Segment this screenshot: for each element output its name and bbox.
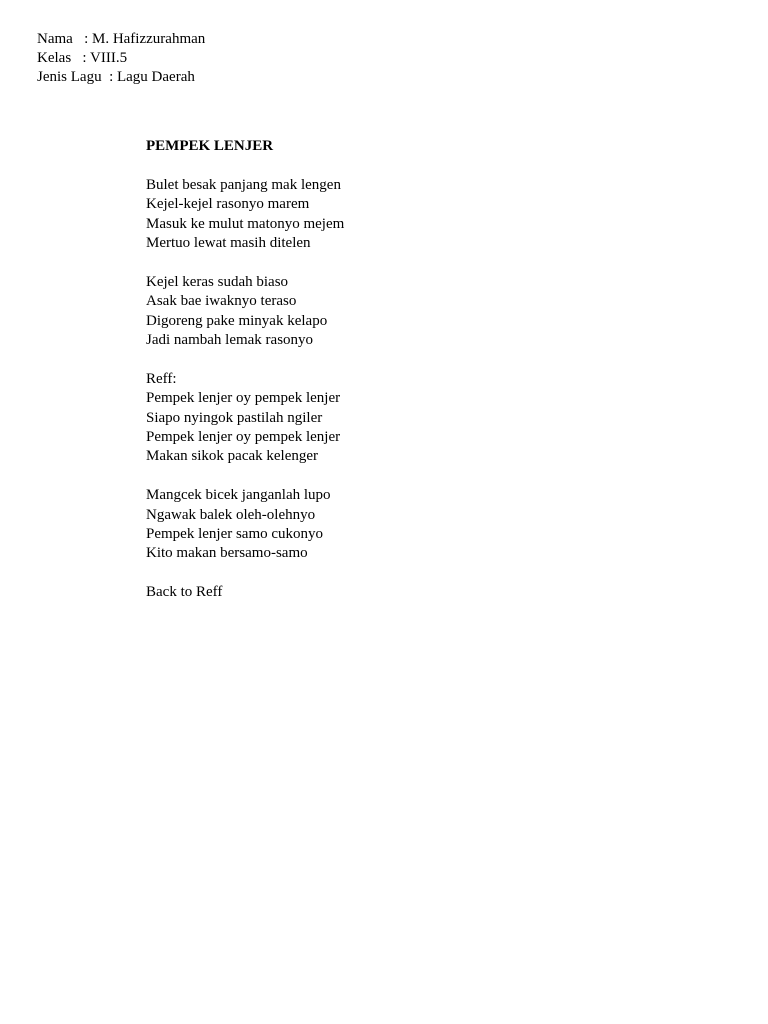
stanza-chorus (146, 370, 344, 467)
song-lyrics (146, 137, 344, 622)
song-title: PEMPEK LENJER (146, 138, 274, 154)
lyric-line: Digoreng pake minyak kelapo (146, 312, 328, 329)
lyric-line: Mertuo lewat masih ditelen (146, 235, 311, 252)
stanza-verse-3 (146, 486, 344, 564)
lyric-line: Kito makan bersamo-samo (146, 545, 308, 562)
lyric-line: Pempek lenjer samo cukonyo (146, 526, 324, 543)
stanza-verse-2 (146, 273, 344, 351)
lyric-line: Makan sikok pacak kelenger (146, 448, 319, 465)
lyric-line: Pempek lenjer oy pempek lenjer (146, 429, 341, 446)
student-info (37, 30, 205, 87)
student-name-line: Nama : M. Hafizzurahman (37, 31, 206, 47)
stanza-back-to-reff (146, 583, 344, 602)
lyric-line: Masuk ke mulut matonyo mejem (146, 215, 345, 232)
lyric-line: Mangcek bicek janganlah lupo (146, 487, 331, 504)
student-class-line: Kelas : VIII.5 (37, 50, 128, 66)
lyric-line: Asak bae iwaknyo teraso (146, 293, 297, 310)
stanza-verse-1 (146, 176, 344, 254)
back-to-reff-note: Back to Reff (146, 584, 223, 601)
lyric-line: Pempek lenjer oy pempek lenjer (146, 390, 341, 407)
song-genre-line: Jenis Lagu : Lagu Daerah (37, 69, 195, 85)
lyric-line: Kejel keras sudah biaso (146, 273, 289, 290)
lyric-line: Kejel-kejel rasonyo marem (146, 196, 310, 213)
lyric-line: Ngawak balek oleh-olehnyo (146, 506, 316, 523)
chorus-label: Reff: (146, 370, 177, 387)
lyric-line: Jadi nambah lemak rasonyo (146, 332, 314, 349)
lyric-line: Siapo nyingok pastilah ngiler (146, 409, 323, 426)
lyric-line: Bulet besak panjang mak lengen (146, 176, 341, 193)
